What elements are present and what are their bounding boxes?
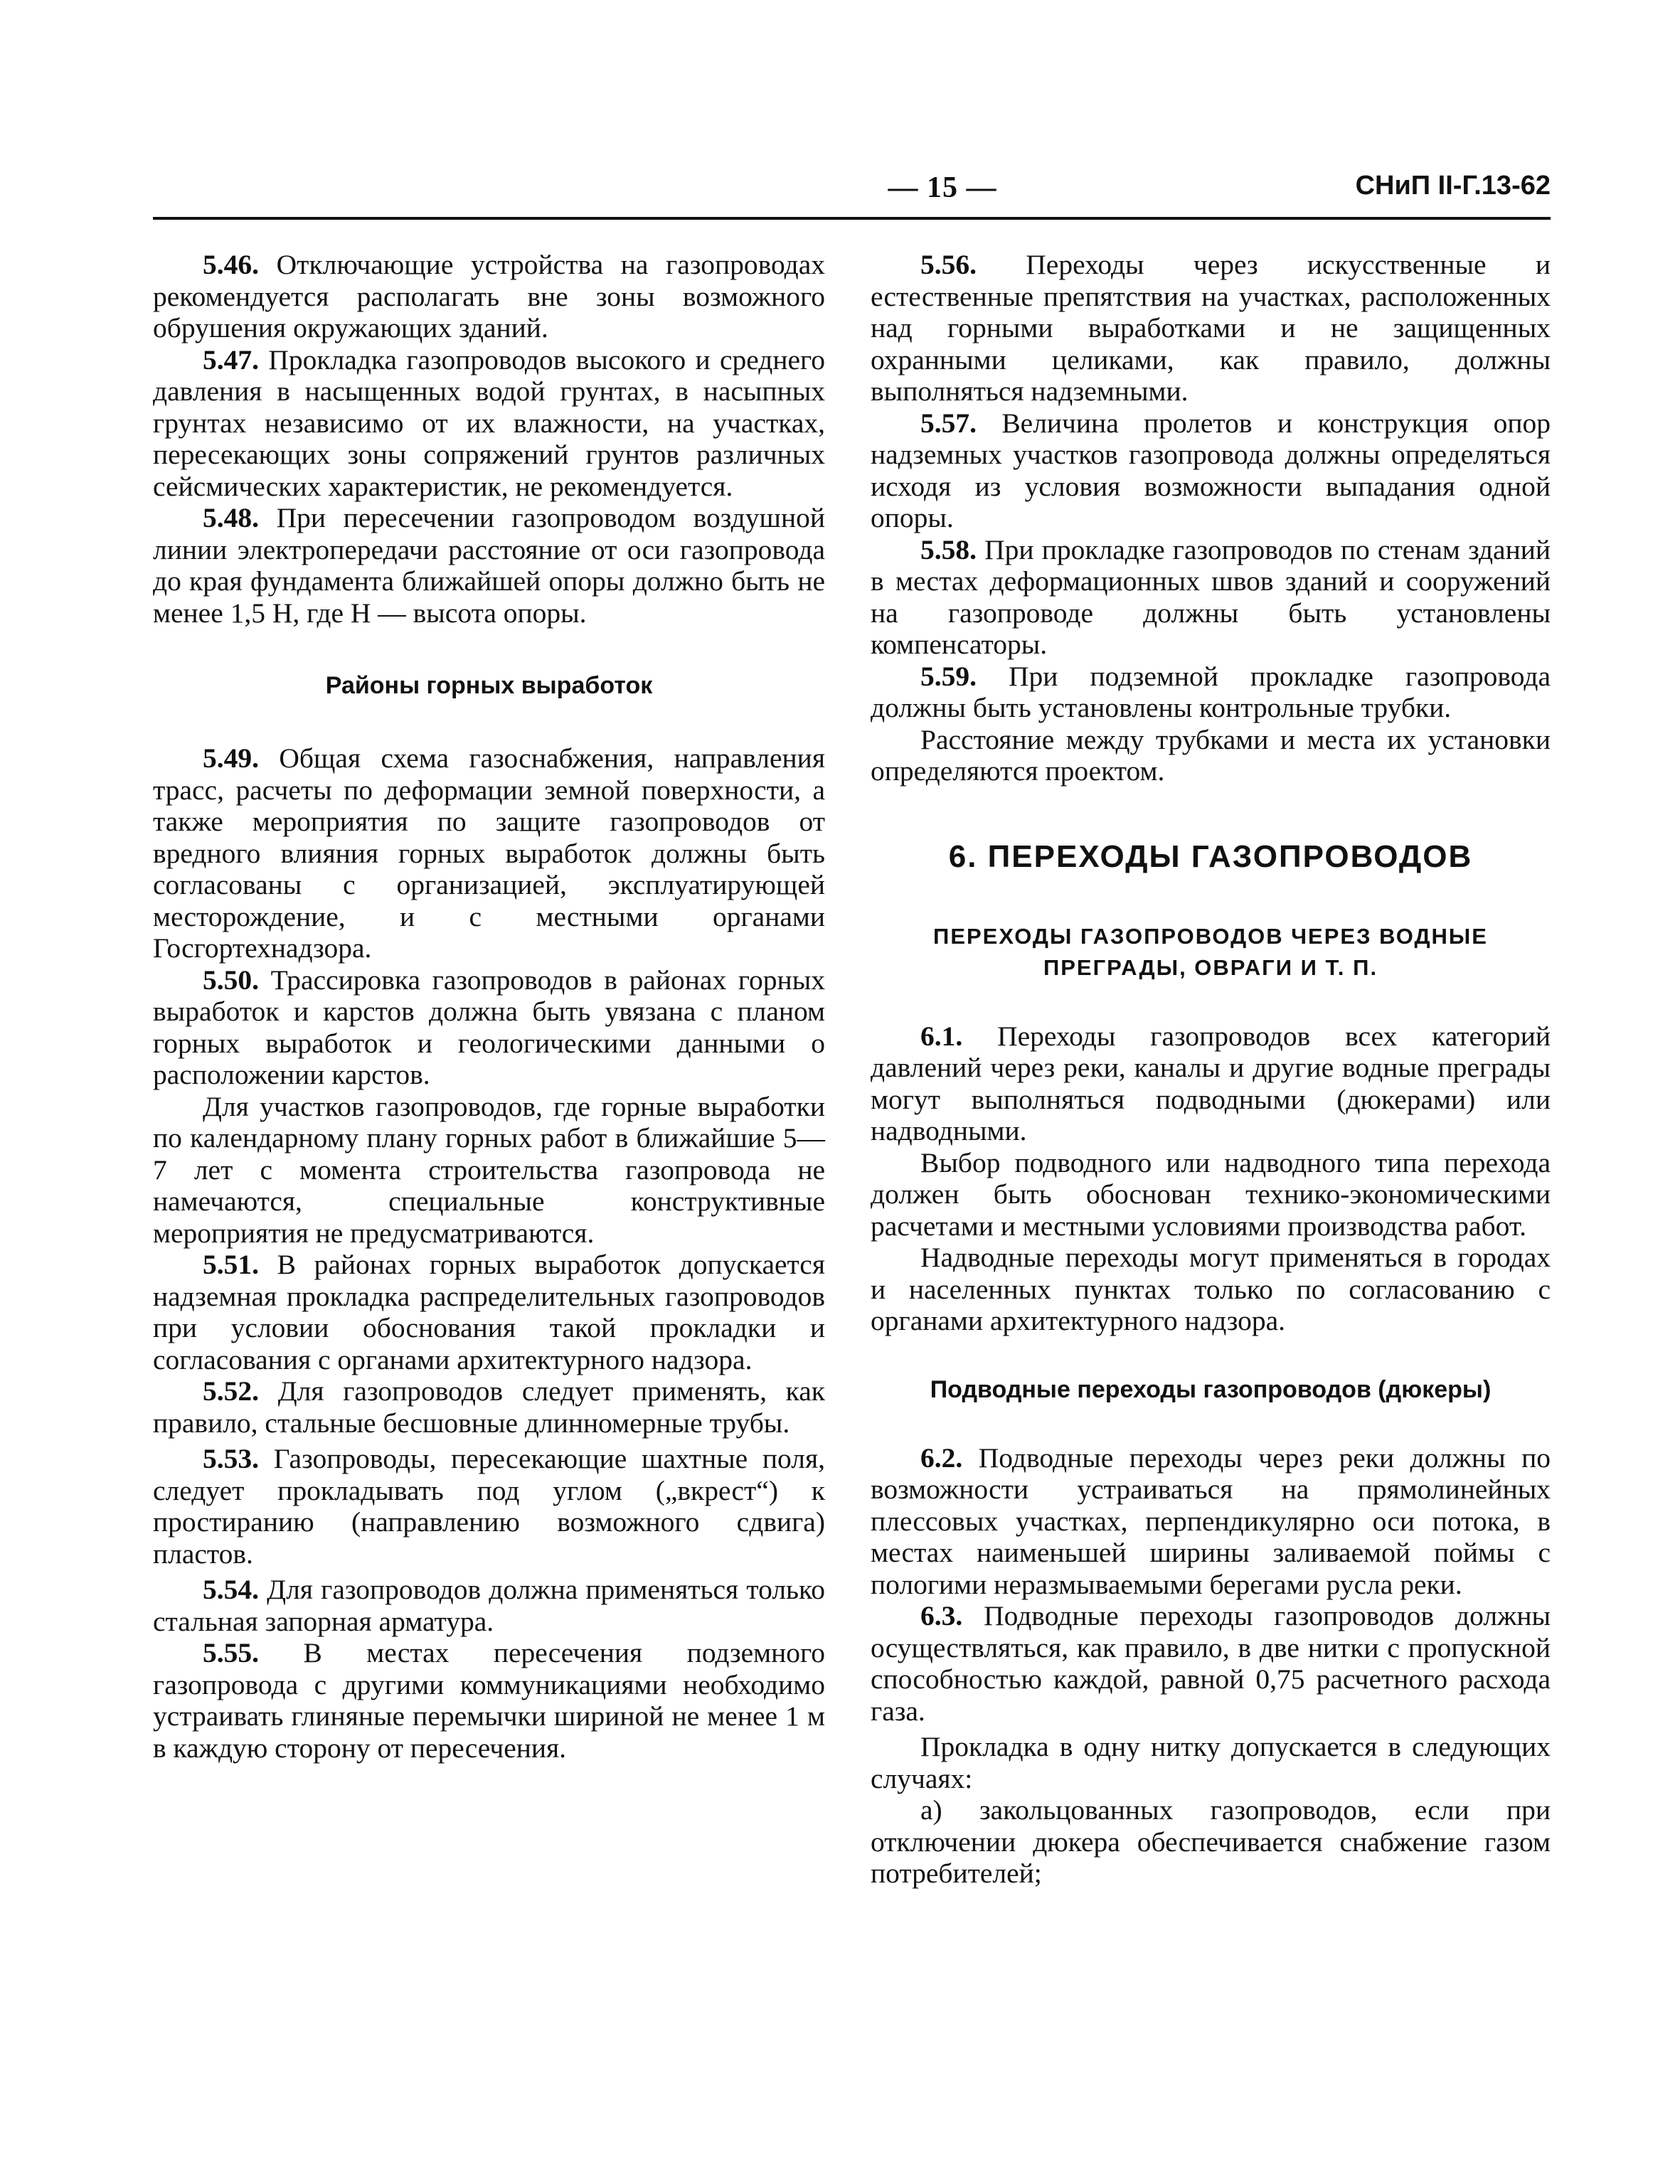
clause-text: Трассировка газопроводов в районах горных выработок и карстов должна быть увязана с планом горных выработок и геологическими данными о расположении карстов. [153,964,825,1090]
clause-text: Для газопроводов должна применяться только стальная запорная арматура. [153,1574,825,1637]
clause-5-51 [153,1249,825,1375]
clause-6-2 [871,1442,1551,1601]
clause-number: 5.59. [920,660,977,692]
page-number: — 15 — [888,171,997,204]
clause-text: Отключающие устройства на газопроводах рекомендуется располагать вне зоны возможного обрушения окружающих зданий. [153,249,825,343]
clause-6-1-continued: Выбор подводного или надводного типа перехода должен быть обоснован технико-экономическими расчетами и местными условиями производства работ. [871,1146,1551,1242]
clause-6-3 [871,1600,1551,1727]
section-heading-mining: Районы горных выработок [325,672,653,699]
clause-5-59-continued: Расстояние между трубками и места их установки определяются проектом. [871,723,1551,787]
clause-5-59 [871,661,1551,724]
clause-text: Переходы газопроводов всех категорий давлений через реки, каналы и другие водные преграды могут выполняться подводными (дюкерами) или надводными. [871,1020,1551,1146]
clause-5-53 [153,1443,825,1570]
clause-text: Прокладка газопроводов высокого и среднего давления в насыщенных водой грунтах, в насыпных грунтах независимо от их влажности, на участках, пересекающих зоны сопряжений грунтов различных сейсмических характеристик, не рекомендуется. [153,343,825,502]
clause-number: 5.48. [203,502,259,533]
left-column [153,249,825,1764]
clause-text: Величина пролетов и конструкция опор надземных участков газопровода должны определяться исходя из условия возможности выпадания одной опоры. [871,407,1551,533]
clause-number: 5.53. [203,1443,259,1474]
page-header [153,171,1551,213]
right-column [871,249,1551,1890]
clause-6-1 [871,1021,1551,1147]
clause-text: В районах горных выработок допускается надземная прокладка распределительных газопроводов при условии обоснования такой прокладки и согласования с органами архитектурного надзора. [153,1249,825,1375]
list-item-a: а) закольцованных газопроводов, если при отключении дюкера обеспечивается снабжение газом потребителей; [871,1794,1551,1889]
clause-number: 5.46. [203,249,259,280]
clause-5-57 [871,407,1551,534]
clause-5-55 [153,1637,825,1764]
header-rule [153,217,1551,220]
clause-text: Подводные переходы через реки должны по возможности устраиваться на прямолинейных плессовых участках, перпендикулярно оси потока, в местах наименьшей ширины заливаемой поймы с пологими неразмываемыми берегами русла реки. [871,1442,1551,1600]
clause-number: 6.3. [920,1600,963,1631]
clause-number: 5.50. [203,964,259,996]
clause-5-52 [153,1375,825,1439]
clause-number: 5.54. [203,1574,259,1605]
clause-text: При прокладке газопроводов по стенам зданий в местах деформационных швов зданий и сооружений на газопроводе должны быть установлены компенсаторы. [871,533,1551,660]
clause-number: 5.55. [203,1637,259,1668]
clause-5-56 [871,249,1551,407]
clause-6-3-continued: Прокладка в одну нитку допускается в следующих случаях: [871,1731,1551,1794]
clause-number: 5.51. [203,1249,259,1280]
clause-text: Подводные переходы газопроводов должны осуществляться, как правило, в две нитки с пропускной способностью каждой, равной 0,75 расчетного расхода газа. [871,1600,1551,1727]
clause-6-1-continued-2: Надводные переходы могут применяться в городах и населенных пунктах только по согласованию с органами архитектурного надзора. [871,1242,1551,1336]
clause-5-48 [153,502,825,629]
clause-text: Переходы через искусственные и естественные препятствия на участках, расположенных над горными выработками и не защищенных охранными целиками, как правило, должны выполняться надземными. [871,249,1551,407]
clause-number: 6.2. [920,1442,963,1474]
clause-number: 5.49. [203,742,259,774]
clause-5-46 [153,249,825,344]
clause-text: При пересечении газопроводом воздушной линии электропередачи расстояние от оси газопровода до края фундамента ближайшей опоры должно быть не менее 1,5 H, где H — высота опоры. [153,502,825,629]
section-heading-underwater: Подводные переходы газопроводов (дюкеры) [930,1375,1492,1403]
clause-number: 5.57. [920,407,977,439]
clause-5-50 [153,964,825,1091]
section-heading-water: ПЕРЕХОДЫ ГАЗОПРОВОДОВ ЧЕРЕЗ ВОДНЫЕ ПРЕГРАДЫ, ОВРАГИ И Т. П. [933,923,1488,980]
clause-5-50-continued: Для участков газопроводов, где горные выработки по календарному плану горных работ в ближайшие 5—7 лет с момента строительства газопровода не намечаются, специальные конструктивные мероприятия не предусматриваются. [153,1090,825,1249]
clause-5-47 [153,344,825,503]
document-code: СНиП II-Г.13-62 [1355,171,1551,201]
clause-number: 5.58. [920,533,977,565]
clause-number: 6.1. [920,1020,963,1052]
clause-text: В местах пересечения подземного газопровода с другими коммуникациями необходимо устраивать глиняные перемычки шириной не менее 1 м в каждую сторону от пересечения. [153,1637,825,1764]
clause-number: 5.56. [920,249,977,280]
clause-number: 5.52. [203,1375,259,1407]
clause-5-54 [153,1574,825,1637]
clause-text: Для газопроводов следует применять, как правило, стальные бесшовные длинномерные трубы. [153,1375,825,1439]
clause-5-49 [153,742,825,964]
clause-text: Газопроводы, пересекающие шахтные поля, следует прокладывать под углом („вкрест“) к простиранию (направлению возможного сдвига) пластов. [153,1443,825,1570]
clause-text: Общая схема газоснабжения, направления трасс, расчеты по деформации земной поверхности, а также мероприятия по защите газопроводов от вредного влияния горных выработок должны быть согласованы с организацией, эксплуатирующей месторождение, и с местными органами Госгортехнадзора. [153,742,825,964]
clause-number: 5.47. [203,343,259,375]
clause-text: При подземной прокладке газопровода должны быть установлены контрольные трубки. [871,660,1551,723]
chapter-heading: 6. ПЕРЕХОДЫ ГАЗОПРОВОДОВ [948,838,1473,874]
clause-5-58 [871,534,1551,661]
